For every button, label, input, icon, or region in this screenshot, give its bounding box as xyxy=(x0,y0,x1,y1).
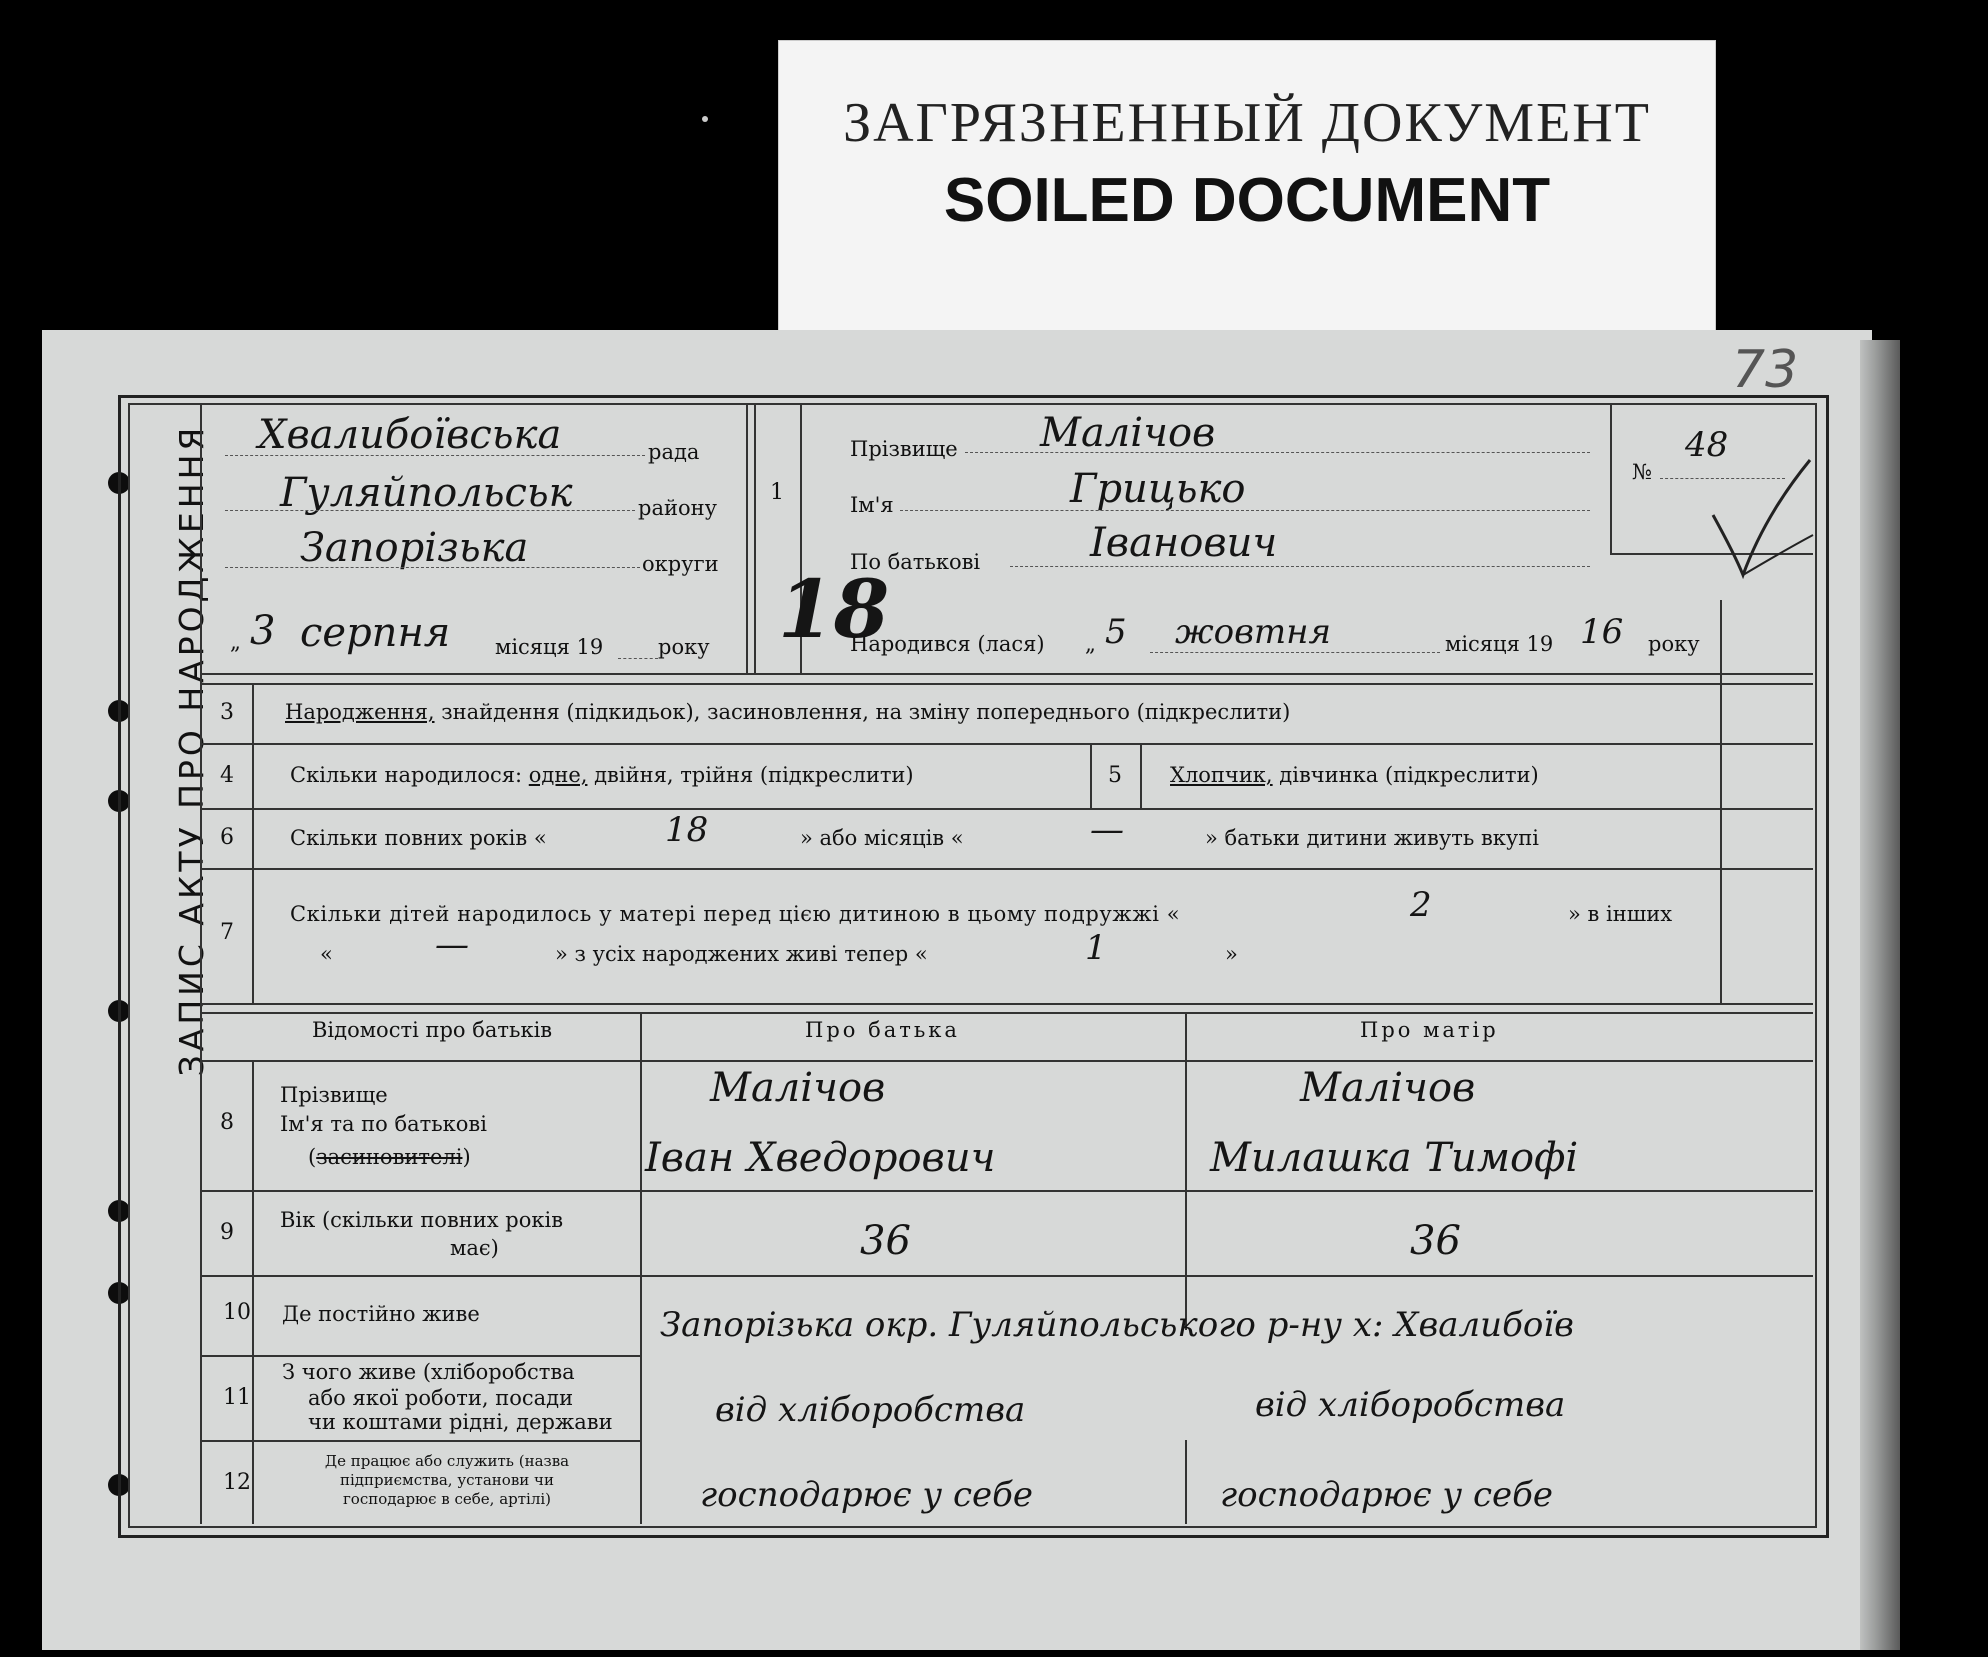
r12-label-3: господарює в себе, артілі) xyxy=(342,1490,552,1508)
okruh-value: Запорізька xyxy=(300,525,529,571)
fill-line xyxy=(225,510,635,511)
r11-label-3: чи коштами рідні, держави xyxy=(308,1410,613,1434)
fill-line xyxy=(618,658,658,659)
father-surname: Малічов xyxy=(710,1065,886,1111)
rule xyxy=(200,743,1813,745)
r8-label-3 xyxy=(308,1145,471,1169)
born-year: 16 xyxy=(1580,612,1624,652)
row7-text-5: » xyxy=(1225,942,1238,966)
father-occupation: від хліборобства xyxy=(715,1390,1026,1430)
row3-rest: знайдення (підкидьок), засиновлення, на зміну попереднього (підкреслити) xyxy=(434,700,1291,724)
row4-text xyxy=(290,763,914,787)
okruh-label: округи xyxy=(642,552,719,576)
rule xyxy=(200,673,1813,675)
row-number: 4 xyxy=(220,763,234,788)
fill-line xyxy=(900,510,1590,511)
born-label: Народився (лася) xyxy=(850,632,1045,656)
fill-line xyxy=(1010,566,1590,567)
reg-quote-open: „ xyxy=(230,630,241,654)
rule xyxy=(200,1440,640,1442)
name-label: Ім'я xyxy=(850,493,894,517)
fill-line xyxy=(1150,652,1440,653)
row6-text-3: » батьки дитини живуть вкупі xyxy=(1205,826,1539,850)
born-year-label: року xyxy=(1648,632,1700,656)
row7-other: — xyxy=(435,925,469,965)
label-line-en: SOILED DOCUMENT xyxy=(943,166,1551,235)
paren-close: ) xyxy=(462,1145,471,1169)
rule xyxy=(1090,743,1092,808)
mother-workplace: господарює у себе xyxy=(1220,1475,1553,1515)
mother-surname: Малічов xyxy=(1300,1065,1476,1111)
rada-label: рада xyxy=(648,440,700,464)
row7-text-4: » з усіх народжених живі тепер « xyxy=(555,942,928,966)
born-quote-open: „ xyxy=(1085,632,1096,656)
rule xyxy=(640,1012,642,1524)
row7-text-2: » в інших xyxy=(1568,902,1673,926)
rule xyxy=(200,1190,1813,1192)
surname-label: Прізвище xyxy=(850,437,958,461)
born-month: жовтня xyxy=(1175,612,1332,652)
row-number: 3 xyxy=(220,700,234,725)
rule xyxy=(200,1060,1813,1062)
rule xyxy=(754,403,756,673)
row-number: 11 xyxy=(223,1385,251,1410)
fill-line xyxy=(225,455,645,456)
row4-rest: двійня, трійня (підкреслити) xyxy=(587,763,914,787)
mother-age: 36 xyxy=(1410,1218,1461,1264)
side-title: ЗАПИС АКТУ ПРО НАРОДЖЕННЯ xyxy=(172,423,211,1077)
rule xyxy=(200,808,1813,810)
mother-name: Милашка Тимофі xyxy=(1210,1135,1579,1181)
label-line-ru: ЗАГРЯЗНЕННЫЙ ДОКУМЕНТ xyxy=(843,92,1651,154)
row6-text-2: » або місяців « xyxy=(800,826,964,850)
born-day: 5 xyxy=(1105,612,1127,652)
patr-label: По батькові xyxy=(850,550,981,574)
row3-underlined: Народження, xyxy=(285,700,435,724)
r11-label-2: або якої роботи, посади xyxy=(308,1386,574,1410)
rule xyxy=(1610,403,1612,553)
reg-year-label: року xyxy=(658,635,710,659)
row4-underlined: одне, xyxy=(528,763,588,787)
rule xyxy=(200,868,1813,870)
r11-label-1: З чого живе (хліборобства xyxy=(282,1360,575,1384)
row-number: 7 xyxy=(220,920,234,945)
rule xyxy=(746,403,748,673)
born-month-label: місяця 19 xyxy=(1445,632,1554,656)
reg-day: 3 xyxy=(250,608,276,654)
row-number: 5 xyxy=(1108,763,1122,788)
row3-text xyxy=(285,700,1290,724)
rule xyxy=(252,683,254,1003)
r8-label-2: Ім'я та по батькові xyxy=(280,1112,487,1136)
row5-rest: дівчинка (підкреслити) xyxy=(1272,763,1539,787)
fill-line xyxy=(965,452,1590,453)
row7-text-3: « xyxy=(320,942,333,966)
col-father: Про батька xyxy=(805,1018,960,1042)
col-parents-info: Відомості про батьків xyxy=(312,1018,553,1042)
reg-month-label: місяця 19 xyxy=(495,635,604,659)
row-number: 10 xyxy=(223,1300,251,1325)
rule xyxy=(252,1060,254,1524)
rada-value: Хвалибоївська xyxy=(258,412,562,458)
residence-value: Запорізька окр. Гуляйпольського р-ну х: Хвалибоїв xyxy=(660,1305,1574,1345)
number-label: № xyxy=(1632,460,1652,484)
soiled-document-label xyxy=(778,40,1716,332)
row7-alive: 1 xyxy=(1085,928,1107,968)
fill-line xyxy=(225,567,640,568)
rule xyxy=(200,1012,1813,1014)
surname-value: Малічов xyxy=(1040,410,1216,456)
r8-struck-word: засиновителі xyxy=(316,1145,463,1169)
number-value: 48 xyxy=(1685,425,1729,465)
r10-label: Де постійно живе xyxy=(282,1302,480,1326)
page-stack-edge xyxy=(1860,340,1900,1650)
row-number: 6 xyxy=(220,825,234,850)
row4-prefix: Скільки народилося: xyxy=(290,763,529,787)
r9-label-2: має) xyxy=(450,1236,499,1260)
name-value: Грицько xyxy=(1070,466,1246,512)
rule xyxy=(200,1003,1813,1005)
row6-years: 18 xyxy=(665,810,709,850)
col-mother: Про матір xyxy=(1360,1018,1499,1042)
row5-underlined: Хлопчик, xyxy=(1170,763,1273,787)
check-mark-icon xyxy=(1705,455,1815,585)
raion-value: Гуляйпольськ xyxy=(280,470,573,516)
father-age: 36 xyxy=(860,1218,911,1264)
patr-value: Іванович xyxy=(1090,520,1278,566)
rule xyxy=(1185,1440,1187,1524)
rule xyxy=(200,1275,1813,1277)
mother-occupation: від хліборобства xyxy=(1255,1385,1566,1425)
r12-label-2: підприємства, установи чи xyxy=(340,1471,554,1489)
row-number: 1 xyxy=(770,480,784,505)
rule xyxy=(1140,743,1142,808)
father-workplace: господарює у себе xyxy=(700,1475,1033,1515)
row5-text xyxy=(1170,763,1539,787)
reg-month: серпня xyxy=(300,610,451,656)
speck xyxy=(702,116,708,122)
rule xyxy=(1720,600,1722,1005)
r8-label-1: Прізвище xyxy=(280,1083,388,1107)
row-number: 9 xyxy=(220,1220,234,1245)
r9-label-1: Вік (скільки повних років xyxy=(280,1208,564,1232)
r12-label-1: Де працює або служить (назва xyxy=(324,1452,570,1470)
row-number: 12 xyxy=(223,1470,251,1495)
father-name: Іван Хведорович xyxy=(645,1135,996,1181)
paren-open: ( xyxy=(308,1145,317,1169)
rule xyxy=(200,1355,640,1357)
row-number: 8 xyxy=(220,1110,234,1135)
raion-label: району xyxy=(638,496,717,520)
row6-text-1: Скільки повних років « xyxy=(290,826,547,850)
row6-months: — xyxy=(1090,810,1124,850)
row7-before: 2 xyxy=(1410,885,1432,925)
row7-text-1: Скільки дітей народилось у матері перед цією дитиною в цьому подружжі « xyxy=(290,902,1181,926)
rule xyxy=(200,683,1813,685)
page-number: 73 xyxy=(1732,340,1799,400)
big-handwritten-mark: 18 xyxy=(778,562,890,656)
